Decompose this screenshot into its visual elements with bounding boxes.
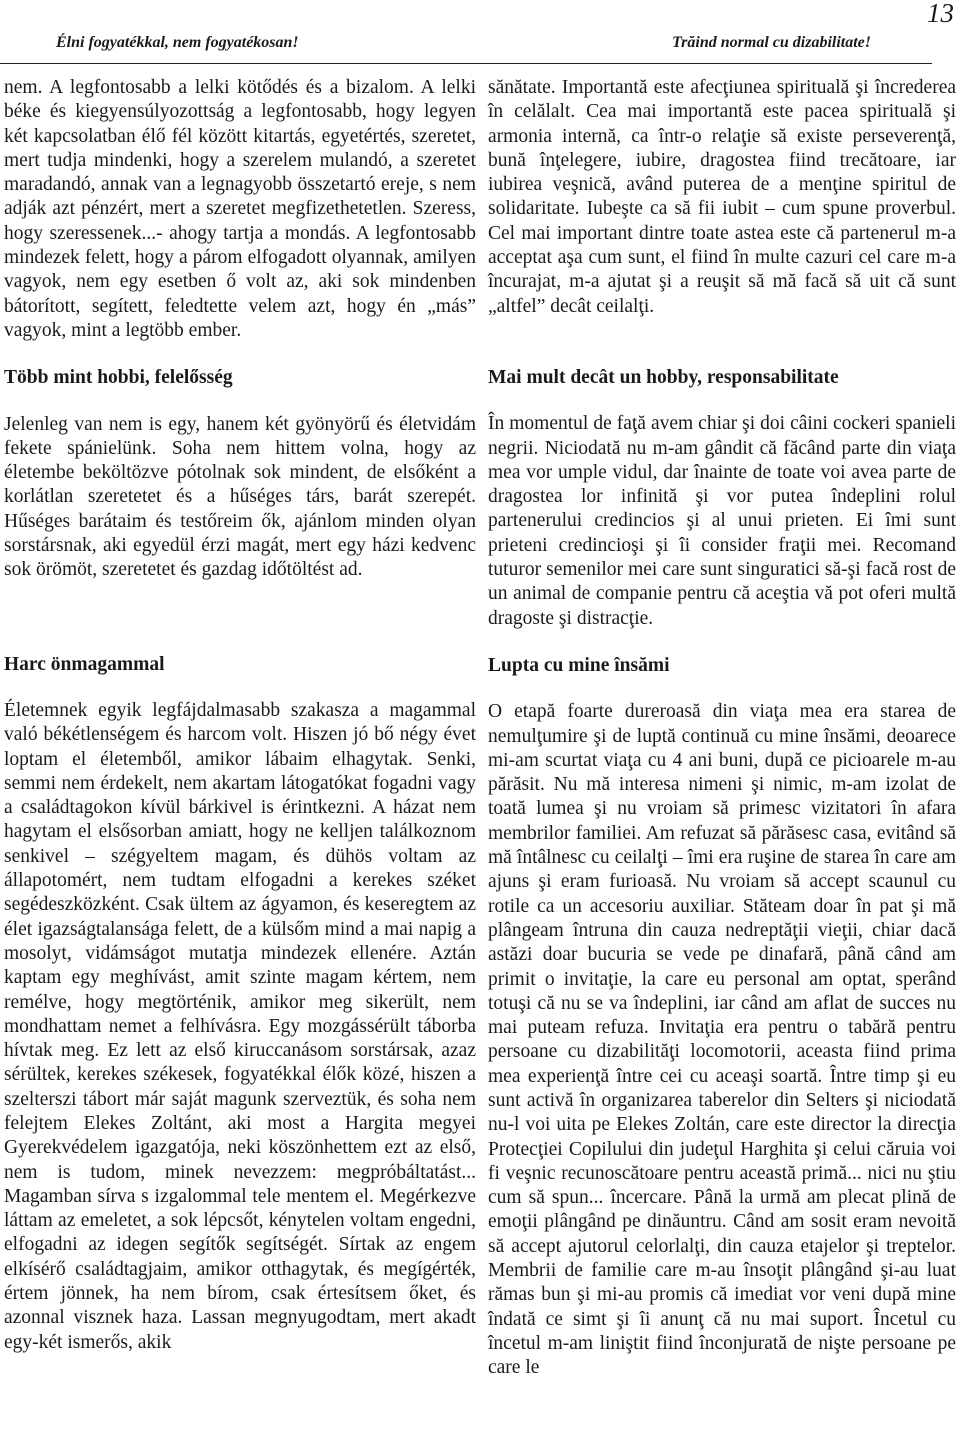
section-heading: Több mint hobbi, felelősség bbox=[4, 367, 233, 389]
running-header-left: Élni fogyatékkal, nem fogyatékosan! bbox=[56, 34, 299, 51]
paragraph: În momentul de faţă avem chiar şi doi câini cockeri spanieli negrii. Niciodată nu m-am gândit că făcând parte din viaţa mea vor umple vidul, dar înainte de toate voi avea parte de dragostea lor infinită şi vor putea îndeplini rolul partenerului credincios şi al unui prieten. Ei îmi sunt prieteni credincioşi şi îi consider fraţii mei. Recomand tuturor semenilor mei care sunt singuratici să-şi facă rost de un animal de companie pentru că aceştia vă pot oferi multă dragoste şi distracţie. bbox=[488, 413, 956, 629]
section-heading: Lupta cu mine însămi bbox=[488, 654, 670, 676]
column-romanian bbox=[488, 76, 956, 1381]
paragraph: Életemnek egyik legfájdalmasabb szakasza a magammal való békétlenségem és harcom volt. Hiszen jó bő négy évet loptam el életemből, amikor lábaim elhagytak. Senki, semmi nem érdekelt, nem akartam látogatókat fogadni vagy a családtagokon kívül bárkivel is érintkezni. A házat nem hagytam el elsősorban amiatt, hogy ne kelljen találkoznom senkivel – szégyeltem magam, és dühös voltam az állapotomért, nem tudtam elfogadni a kerekes széket segédeszközként. Csak ültem az ágyamon, és keseregtem az élet igazságtalansága felett, de a külsőm mind a mai napig a mosolyt, vidámságot mutatja mindezek ellenére. Aztán kaptam egy meghívást, amit szinte magam kértem, nem remélve, hogy megtörténik, amikor meg sikerült, nem mondhattam nemet a felhívásra. Egy mozgássérült táborba hívtak meg. Ez lett az első kiruccanásom sorstársak, azaz sérültek, kerekes székesek, fogyatékkal élők közé, hiszen a szelterszi tábort már saját magunk szerveztük, és soha nem felejtem Elekes Zoltánt, aki most a Hargita megyei Gyerekvédelem igazgatója, neki köszönhettem ezt az első, nem is tudom, minek nevezzem: megpróbáltatást... Magamban sírva s izgalommal tele mentem el. Megérkezve láttam az emeletet, a sok lépcsőt, kénytelen voltam engedni, elfogadni az idegen segítők segítségét. Sírtak az engem elkísérő családtagjaim, amikor otthagytak, és megígérték, értem jönnek, ha nem bírom, csak értesítsem őket, és azonnal visznek haza. Lassan megnyugodtam, mert akadt egy-két ismerős, akik bbox=[4, 699, 476, 1353]
page-number: 13 bbox=[927, 0, 954, 28]
paragraph: Jelenleg van nem is egy, hanem két gyönyörű és életvidám fekete spánielünk. Soha nem hittem volna, hogy az életembe beköltözve pótolnak sok mindent, de elsőként a korlátlan szeretetet és a hűséges társ, barát szerepét. Hűséges barátaim és testőreim ők, ajánlom minden olyan sorstársnak, aki egyedül érzi magát, mert egy házi kedvenc sok örömöt, szeretetet és gazdag időtöltést ad. bbox=[4, 413, 476, 581]
paragraph: nem. A legfontosabb a lelki kötődés és a bizalom. A lelki béke és kiegyensúlyozottság a legfontosabb, hogy legyen két kapcsolatban élő fél között kitartás, egyetértés, szeretet, mert tudja mindenki, hogy a szerelem mulandó, a szeretet maradandó, annak van a legnagyobb összetartó ereje, s nem adják azt pénzért, mert a szeretet megfizethetetlen. Szeress, hogy szeressenek...- ahogy tartja a mondás. A legfontosabb mindezek felett, hogy a párom elfogadott olyannak, amilyen vagyok, nem egy esetben ő volt az, aki sok mindenben bátorított, segített, feledtette velem azt, hogy én „más” vagyok, mint a legtöbb ember. bbox=[4, 77, 476, 341]
section-heading: Mai mult decât un hobby, responsabilitate bbox=[488, 366, 839, 388]
column-hungarian bbox=[4, 76, 476, 1355]
paragraph: sănătate. Importantă este afecţiunea spirituală şi încrederea în celălalt. Cea mai importantă este pacea spirituală şi armonia internă, ca într-o relaţie să existe perseverenţă, bună înţelegere, iubire, dragostea fiind trecătoare, iar iubirea veşnică, având puterea de a menţine spiritul de solidaritate. Iubeşte ca să fii iubit – cum spune proverbul. Cel mai important dintre toate astea este că partenerul m-a acceptat aşa cum sunt, el fiind în multe cazuri cel care m-a încurajat, m-a ajutat şi a reuşit să mă facă să uit că sunt „altfel” decât ceilalţi. bbox=[488, 77, 956, 317]
section-heading: Harc önmagammal bbox=[4, 653, 165, 675]
header-rule bbox=[0, 63, 932, 64]
paragraph: O etapă foarte dureroasă din viaţa mea era starea de nemulţumire şi de luptă continuă cu mine însămi, deoarece mi-am scurtat viaţa cu 4 ani buni, după ce picioarele m-au părăsit. Nu mă interesa nimeni şi nimic, m-am izolat de toată lumea şi nu vroiam să primesc vizitatori în afara membrilor familiei. Am refuzat să părăsesc casa, evitând să mă întâlnesc cu ceilalţi – îmi era ruşine de starea în care am ajuns şi eram furioasă. Nu vroiam să accept scaunul cu rotile ca un accesoriu auxiliar. Stăteam doar în pat şi mă plângeam întruna din cauza nedreptăţii vieţii, chiar dacă astăzi doar bucuria se vede pe dinafară, până când am primit o invitaţie, la care eu personal am optat, sperând totuşi că nu se va îndeplini, iar când am aflat de succes nu mai puteam refuza. Invitaţia era pentru o tabără pentru persoane cu dizabilităţi locomotorii, aceasta fiind prima mea experienţă între cei cu aceaşi soartă. Între timp şi eu sunt activă în organizarea taberelor din Selters şi niciodată nu-l voi uita pe Elekes Zoltán, care este director la direcţia Protecţiei Copilului din judeţul Harghita şi celui căruia voi fi veşnic recunoscătoare pentru această primă... nici nu ştiu cum să spun... încercare. Până la urmă am plecat plină de emoţii plângând pe dinăuntru. Când am sosit eram nevoită să accept ajutorul celorlalţi, din cauza etajelor şi treptelor. Membrii de familie care m-au însoţit plângând şi-au luat rămas bun şi mi-au promis că imediat vor veni după mine îndată ce simt şi îi anunţ că nu mai suport. Încetul cu încetul m-am liniştit fiind înconjurată de nişte persoane pe care le bbox=[488, 701, 956, 1379]
running-header-right: Trăind normal cu dizabilitate! bbox=[672, 34, 871, 51]
